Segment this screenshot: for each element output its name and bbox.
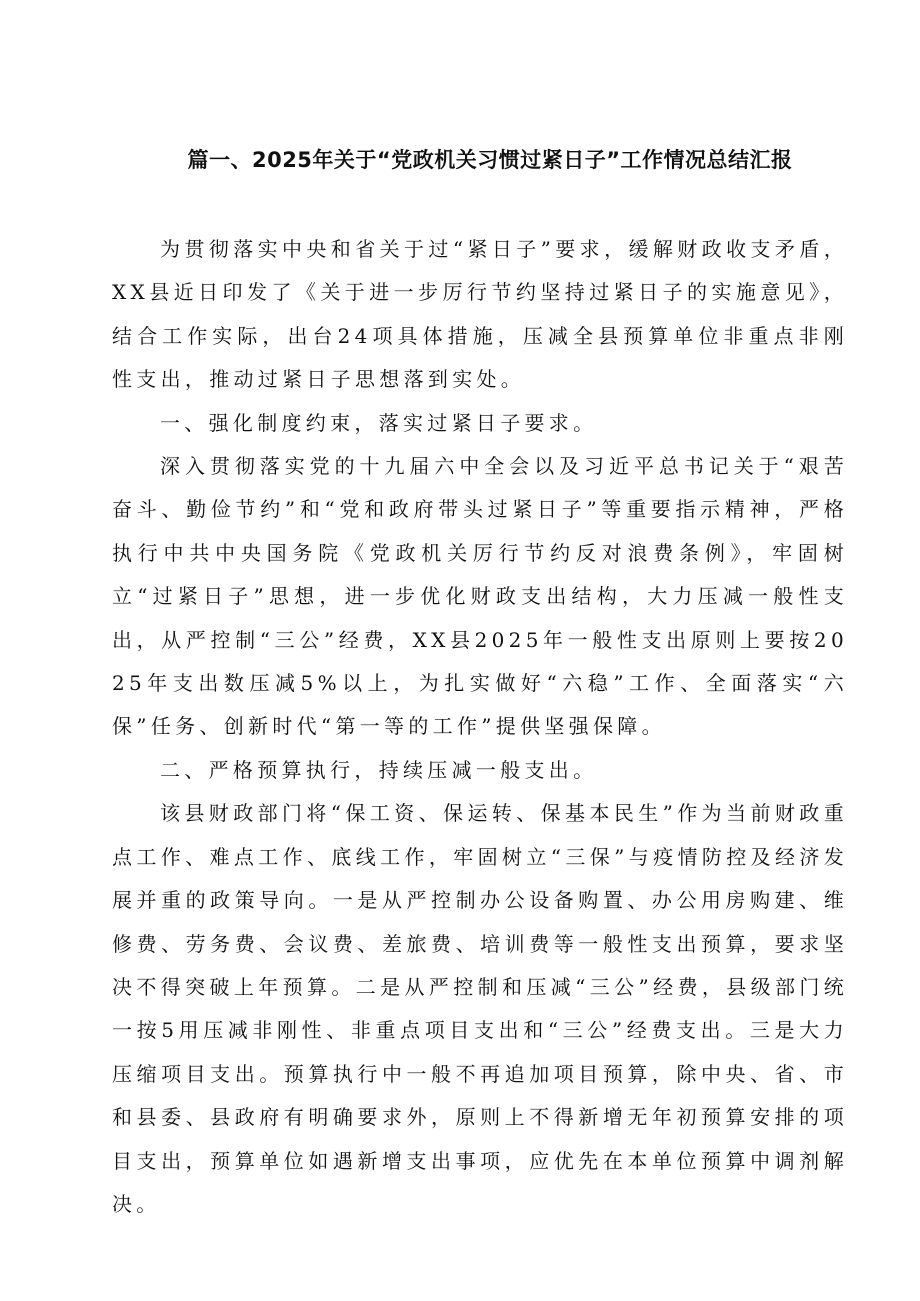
section-heading-2: 二、严格预算执行，持续压减一般支出。 (160, 757, 598, 782)
intro-paragraph: 为贯彻落实中央和省关于过“紧日子”要求，缓解财政收支矛盾，XX县近日印发了《关于进一步厉行节约坚持过紧日子的实施意见》，结合工作实际，出台24项具体措施，压减全县预算单位非重点非刚性支出，推动过紧日子思想落到实处。 (112, 237, 848, 392)
section-2-paragraph: 该县财政部门将“保工资、保运转、保基本民生”作为当前财政重点工作、难点工作、底线工作，牢固树立“三保”与疫情防控及经济发展并重的政策导向。一是从严控制办公设备购置、办公用房购建、维修费、劳务费、会议费、差旅费、培训费等一般性支出预算，要求坚决不得突破上年预算。二是从严控制和压减“三公”经费，县级部门统一按5用压减非刚性、非重点项目支出和“三公”经费支出。三是大力压缩项目支出。预算执行中一般不再追加项目预算，除中央、省、市和县委、县政府有明确要求外，原则上不得新增无年初预算安排的项目支出，预算单位如遇新增支出事项，应优先在本单位预算中调剂解决。 (112, 801, 848, 1216)
section-heading-1: 一、强化制度约束，落实过紧日子要求。 (160, 410, 598, 435)
document-title: 篇一、2025年关于“党政机关习惯过紧日子”工作情况总结汇报 (187, 148, 793, 172)
section-1-paragraph: 深入贯彻落实党的十九届六中全会以及习近平总书记关于“艰苦奋斗、勤俭节约”和“党和政府带头过紧日子”等重要指示精神，严格执行中共中央国务院《党政机关厉行节约反对浪费条例》，牢固树立“过紧日子”思想，进一步优化财政支出结构，大力压减一般性支出，从严控制“三公”经费，XX县2025年一般性支出原则上要按2025年支出数压减5%以上，为扎实做好“六稳”工作、全面落实“六保”任务、创新时代“第一等的工作”提供坚强保障。 (112, 454, 848, 739)
document-body (112, 228, 848, 1226)
